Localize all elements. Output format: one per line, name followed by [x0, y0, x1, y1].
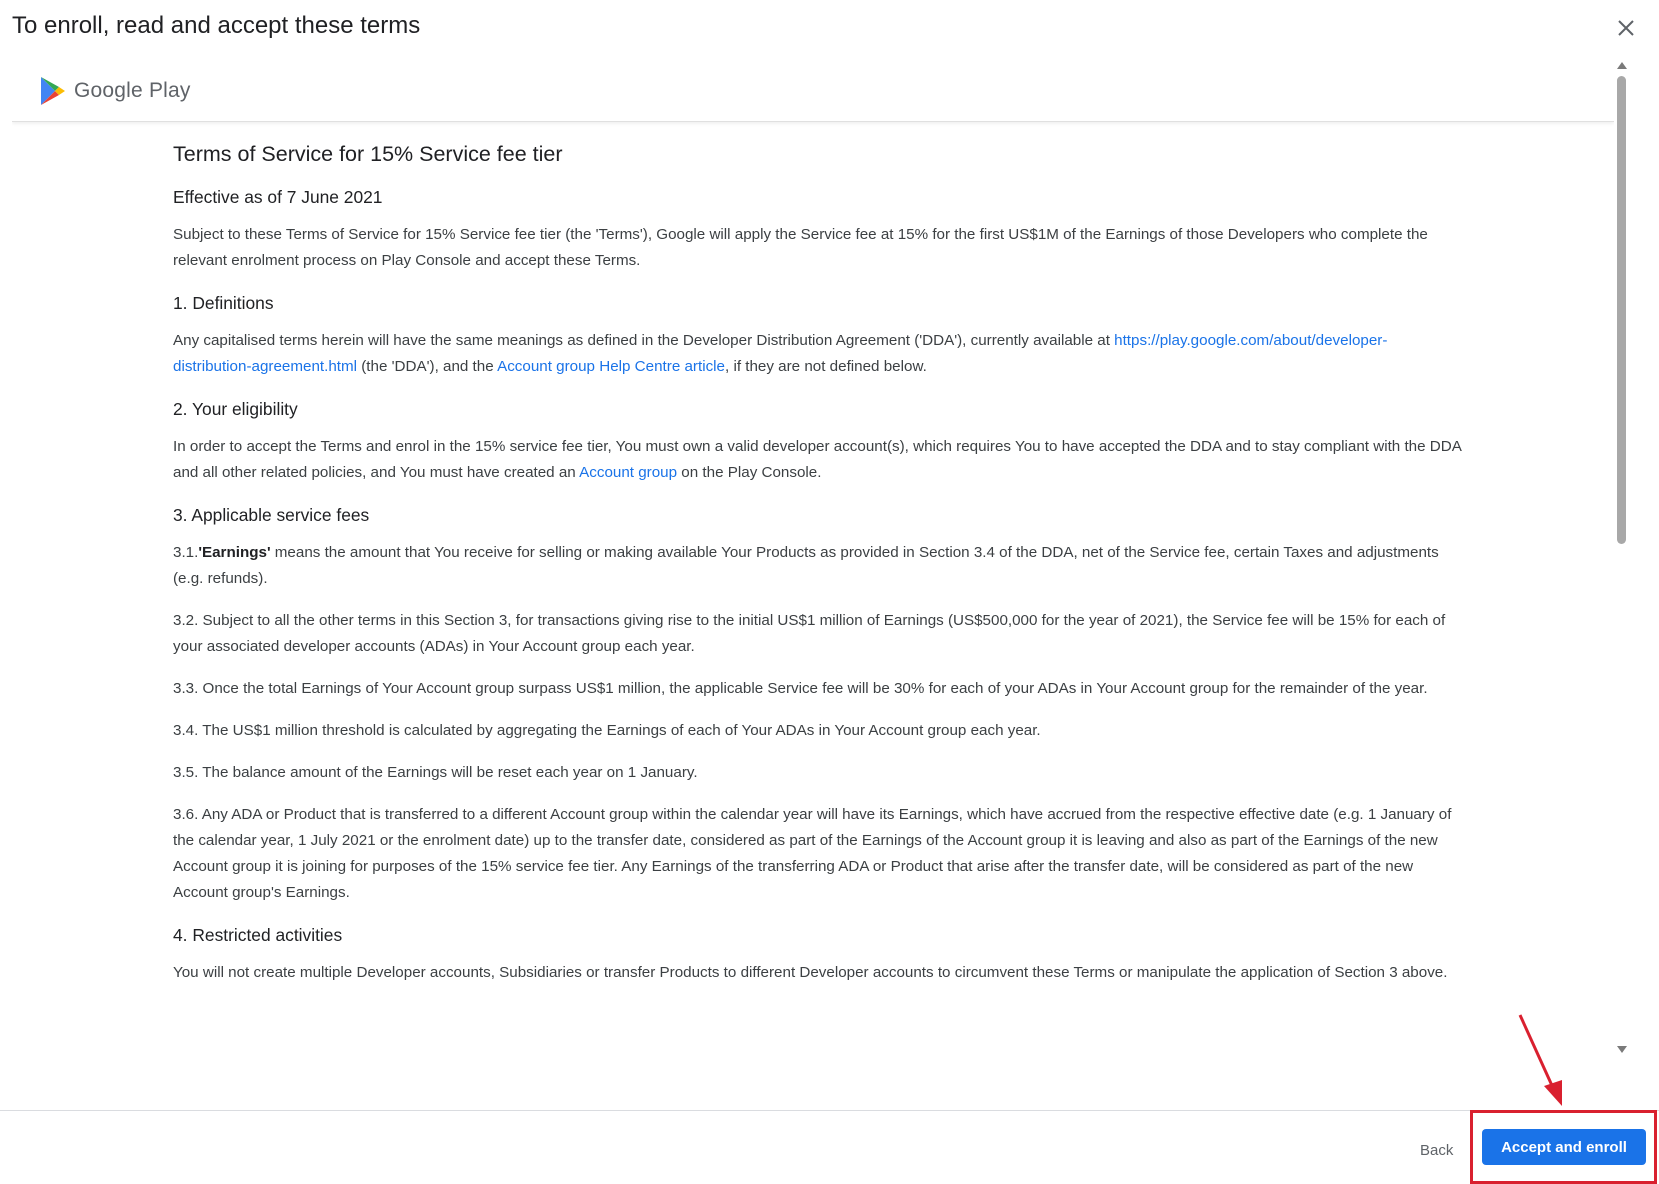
eligibility-text-1: In order to accept the Terms and enrol in the 15% service fee tier, You must own a valid developer account(s), which requires You to have accepted the DDA and to stay compliant with the DDA and all other related policies, and You must have created an — [173, 438, 1462, 481]
definitions-text-1: Any capitalised terms herein will have the same meanings as defined in the Developer Distribution Agreement ('DDA'), currently available at — [173, 332, 1115, 349]
accept-and-enroll-button[interactable]: Accept and enroll — [1482, 1129, 1646, 1165]
vertical-scrollbar[interactable] — [1614, 58, 1630, 1058]
dialog-footer — [0, 1110, 1659, 1184]
logo-bar — [12, 58, 1614, 122]
fees-paragraph-3-3: 3.3. Once the total Earnings of Your Account group surpass US$1 million, the applicable Service fee will be 30% for each of your ADAs in Your Account group for the remainder of the year. — [173, 680, 1428, 697]
help-centre-link[interactable]: Account group Help Centre article — [497, 358, 725, 375]
p31-text: means the amount that You receive for selling or making available Your Products as provided in Section 3.4 of the DDA, net of the Service fee, certain Taxes and adjustments (e.g. refunds). — [173, 544, 1439, 587]
terms-scroll-region[interactable] — [12, 58, 1614, 1058]
dda-link[interactable]: https://play.google.com/about/developer-distribution-agreement.html — [173, 332, 1388, 375]
google-play-logo — [40, 76, 191, 106]
section-heading-fees: 3. Applicable service fees — [173, 505, 370, 525]
section-heading-definitions: 1. Definitions — [173, 293, 274, 313]
section-heading-restricted: 4. Restricted activities — [173, 925, 343, 945]
fees-paragraph-3-5: 3.5. The balance amount of the Earnings will be reset each year on 1 January. — [173, 764, 698, 781]
scroll-down-arrow-icon[interactable] — [1617, 1046, 1627, 1053]
google-play-icon — [40, 76, 66, 106]
definitions-text-2: (the 'DDA'), and the — [357, 358, 498, 375]
back-button[interactable]: Back — [1410, 1133, 1463, 1169]
scrollbar-thumb[interactable] — [1617, 76, 1626, 544]
p31-prefix: 3.1. — [173, 544, 199, 561]
account-group-link[interactable]: Account group — [579, 464, 678, 481]
dialog-title: To enroll, read and accept these terms — [12, 12, 421, 39]
terms-title: Terms of Service for 15% Service fee tier — [173, 142, 563, 166]
fees-paragraph-3-2: 3.2. Subject to all the other terms in this Section 3, for transactions giving rise to the initial US$1 million of Earnings (US$500,000 for the year of 2021), the Service fee will be 15% for each of your associated developer accounts (ADAs) in Your Account group each year. — [173, 612, 1446, 655]
eligibility-paragraph — [173, 434, 1465, 486]
section-heading-eligibility: 2. Your eligibility — [173, 399, 298, 419]
fees-paragraph-3-1 — [173, 540, 1465, 592]
effective-date: Effective as of 7 June 2021 — [173, 187, 383, 207]
earnings-term: 'Earnings' — [198, 544, 271, 561]
close-icon — [1616, 18, 1636, 38]
fees-paragraph-3-6: 3.6. Any ADA or Product that is transferred to a different Account group within the calendar year will have its Earnings, which have accrued from the respective effective date (e.g. 1 January of the calendar year, 1 July 2021 or the enrolment date) up to the transfer date, considered as part of the Earnings of the Account group it is leaving and also as part of the Earnings of the new Account group it is joining for purposes of the 15% service fee tier. Any Earnings of the transferring ADA or Product that arise after the transfer date, will be considered as part of the new Account group's Earnings. — [173, 806, 1452, 901]
fees-paragraph-3-4: 3.4. The US$1 million threshold is calculated by aggregating the Earnings of each of Your ADAs in Your Account group each year. — [173, 722, 1041, 739]
close-button[interactable] — [1610, 12, 1642, 44]
terms-content — [173, 138, 1465, 1002]
definitions-text-3: , if they are not defined below. — [725, 358, 927, 375]
definitions-paragraph — [173, 328, 1465, 380]
eligibility-text-2: on the Play Console. — [677, 464, 822, 481]
restricted-paragraph: You will not create multiple Developer accounts, Subsidiaries or transfer Products to different Developer accounts to circumvent these Terms or manipulate the application of Section 3 above. — [173, 964, 1448, 981]
scroll-up-arrow-icon[interactable] — [1617, 62, 1627, 69]
terms-intro: Subject to these Terms of Service for 15% Service fee tier (the 'Terms'), Google will apply the Service fee at 15% for the first US$1M of the Earnings of those Developers who complete the relevant enrolment process on Play Console and accept these Terms. — [173, 226, 1428, 269]
logo-text: Google Play — [74, 79, 191, 102]
